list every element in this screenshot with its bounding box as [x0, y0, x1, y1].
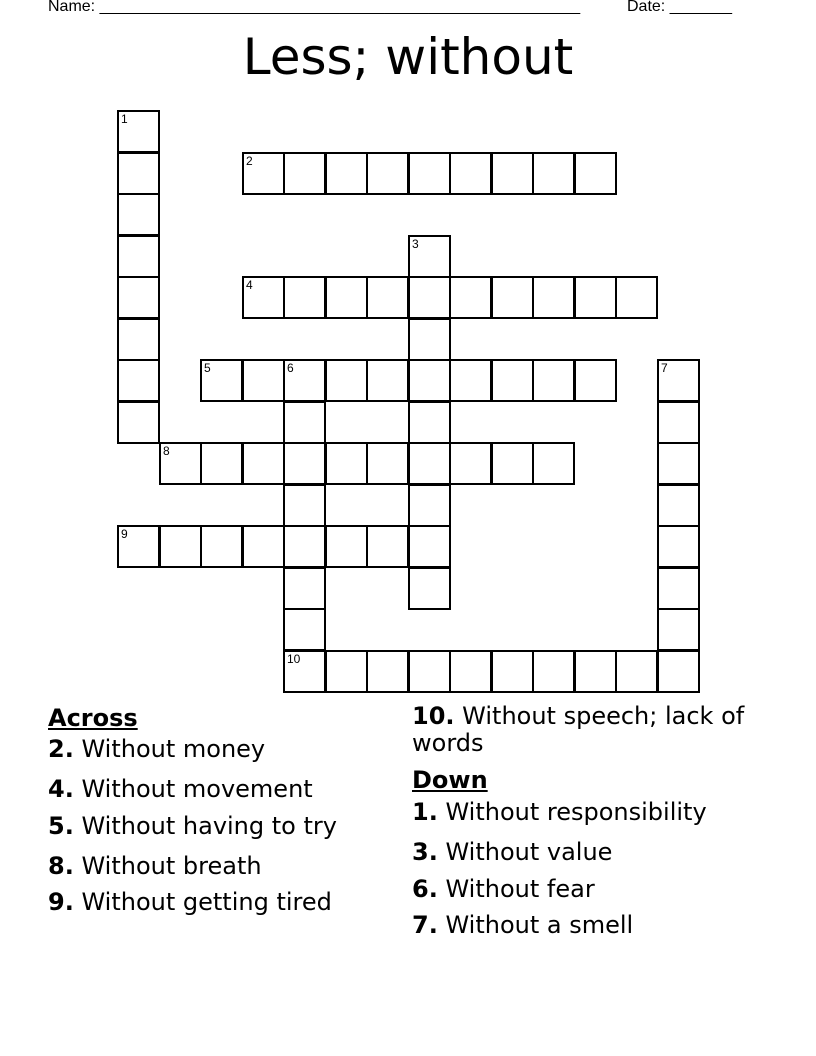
cell-number: 10	[287, 652, 301, 666]
crossword-cell[interactable]	[283, 608, 326, 651]
crossword-cell[interactable]	[491, 152, 534, 195]
crossword-cell[interactable]	[657, 484, 700, 527]
crossword-cell[interactable]	[283, 276, 326, 319]
clue-number: 3.	[412, 838, 438, 866]
down-heading: Down	[412, 766, 488, 794]
crossword-cell[interactable]	[117, 235, 160, 278]
crossword-cell[interactable]	[117, 401, 160, 444]
crossword-cell[interactable]	[242, 359, 285, 402]
clue-number: 10.	[412, 702, 455, 730]
crossword-cell[interactable]	[574, 359, 617, 402]
crossword-cell[interactable]	[408, 152, 451, 195]
crossword-cell[interactable]	[408, 276, 451, 319]
crossword-cell[interactable]	[366, 525, 409, 568]
crossword-cell[interactable]	[366, 359, 409, 402]
clue-number: 4.	[48, 775, 74, 803]
crossword-cell[interactable]	[283, 401, 326, 444]
clue-text: Without getting tired	[81, 888, 332, 916]
crossword-cell[interactable]	[200, 442, 243, 485]
name-field-label: Name: ______________________________________________________	[48, 0, 581, 15]
crossword-cell[interactable]	[159, 442, 202, 485]
clue-text: Without money	[81, 735, 266, 763]
crossword-cell[interactable]	[574, 276, 617, 319]
across-clue-2	[48, 736, 265, 763]
crossword-cell[interactable]	[532, 276, 575, 319]
crossword-cell[interactable]	[117, 152, 160, 195]
crossword-cell[interactable]	[408, 318, 451, 361]
crossword-cell[interactable]	[532, 152, 575, 195]
cell-number: 9	[121, 527, 128, 541]
crossword-cell[interactable]	[242, 152, 285, 195]
clue-number: 5.	[48, 812, 74, 840]
crossword-cell[interactable]	[657, 359, 700, 402]
crossword-cell[interactable]	[408, 567, 451, 610]
clue-text: Without having to try	[81, 812, 337, 840]
crossword-cell[interactable]	[657, 525, 700, 568]
across-clue-5	[48, 813, 337, 840]
clue-text: Without speech; lack of words	[412, 702, 745, 757]
crossword-cell[interactable]	[283, 567, 326, 610]
crossword-cell[interactable]	[449, 359, 492, 402]
clue-number: 7.	[412, 911, 438, 939]
crossword-cell[interactable]	[242, 525, 285, 568]
crossword-cell[interactable]	[283, 650, 326, 693]
crossword-cell[interactable]	[657, 442, 700, 485]
clue-number: 9.	[48, 888, 74, 916]
clue-text: Without breath	[81, 852, 262, 880]
crossword-cell[interactable]	[200, 525, 243, 568]
crossword-cell[interactable]	[532, 442, 575, 485]
across-clue-8	[48, 853, 262, 880]
crossword-cell[interactable]	[325, 525, 368, 568]
crossword-cell[interactable]	[408, 442, 451, 485]
cell-number: 3	[412, 237, 419, 251]
crossword-cell[interactable]	[532, 359, 575, 402]
crossword-cell[interactable]	[117, 525, 160, 568]
crossword-cell[interactable]	[449, 276, 492, 319]
crossword-cell[interactable]	[325, 359, 368, 402]
cell-number: 1	[121, 112, 128, 126]
crossword-cell[interactable]	[117, 110, 160, 153]
crossword-cell[interactable]	[283, 442, 326, 485]
down-clue-7	[412, 912, 633, 939]
clue-text: Without value	[445, 838, 613, 866]
crossword-cell[interactable]	[408, 525, 451, 568]
crossword-cell[interactable]	[532, 650, 575, 693]
crossword-cell[interactable]	[366, 650, 409, 693]
clue-text: Without a smell	[445, 911, 634, 939]
crossword-cell[interactable]	[283, 359, 326, 402]
crossword-cell[interactable]	[159, 525, 202, 568]
crossword-cell[interactable]	[408, 650, 451, 693]
crossword-cell[interactable]	[491, 442, 534, 485]
clue-number: 2.	[48, 735, 74, 763]
cell-number: 2	[246, 154, 253, 168]
crossword-cell[interactable]	[117, 193, 160, 236]
crossword-cell[interactable]	[366, 442, 409, 485]
down-clue-6	[412, 876, 595, 903]
crossword-cell[interactable]	[325, 276, 368, 319]
crossword-cell[interactable]	[408, 401, 451, 444]
crossword-cell[interactable]	[117, 318, 160, 361]
crossword-cell[interactable]	[242, 442, 285, 485]
crossword-cell[interactable]	[491, 359, 534, 402]
crossword-cell[interactable]	[574, 650, 617, 693]
clue-text: Without fear	[445, 875, 595, 903]
crossword-cell[interactable]	[283, 484, 326, 527]
cell-number: 4	[246, 278, 253, 292]
clue-text: Without movement	[81, 775, 313, 803]
crossword-cell[interactable]	[283, 525, 326, 568]
crossword-cell[interactable]	[117, 359, 160, 402]
crossword-cell[interactable]	[491, 276, 534, 319]
clue-text: Without responsibility	[445, 798, 707, 826]
crossword-cell[interactable]	[657, 567, 700, 610]
crossword-cell[interactable]	[408, 235, 451, 278]
crossword-cell[interactable]	[615, 276, 658, 319]
down-clue-3	[412, 839, 612, 866]
crossword-cell[interactable]	[283, 152, 326, 195]
crossword-cell[interactable]	[242, 276, 285, 319]
across-clue-9	[48, 889, 332, 916]
cell-number: 5	[204, 361, 211, 375]
crossword-cell[interactable]	[615, 650, 658, 693]
crossword-cell[interactable]	[408, 359, 451, 402]
crossword-cell[interactable]	[449, 650, 492, 693]
cell-number: 7	[661, 361, 668, 375]
across-clue-10	[412, 703, 762, 757]
down-clue-1	[412, 799, 707, 826]
crossword-cell[interactable]	[325, 442, 368, 485]
crossword-cell[interactable]	[449, 442, 492, 485]
across-heading: Across	[48, 704, 138, 732]
crossword-cell[interactable]	[366, 152, 409, 195]
crossword-cell[interactable]	[325, 650, 368, 693]
cell-number: 6	[287, 361, 294, 375]
crossword-cell[interactable]	[449, 152, 492, 195]
clue-number: 1.	[412, 798, 438, 826]
cell-number: 8	[163, 444, 170, 458]
crossword-cell[interactable]	[408, 484, 451, 527]
crossword-cell[interactable]	[491, 650, 534, 693]
puzzle-title: Less; without	[242, 28, 574, 86]
across-clue-4	[48, 776, 313, 803]
clue-number: 8.	[48, 852, 74, 880]
crossword-cell[interactable]	[117, 276, 160, 319]
crossword-cell[interactable]	[574, 152, 617, 195]
crossword-cell[interactable]	[657, 401, 700, 444]
clue-number: 6.	[412, 875, 438, 903]
crossword-cell[interactable]	[657, 608, 700, 651]
crossword-cell[interactable]	[325, 152, 368, 195]
crossword-cell[interactable]	[366, 276, 409, 319]
crossword-cell[interactable]	[200, 359, 243, 402]
date-field-label: Date: _______	[627, 0, 732, 15]
crossword-cell[interactable]	[657, 650, 700, 693]
